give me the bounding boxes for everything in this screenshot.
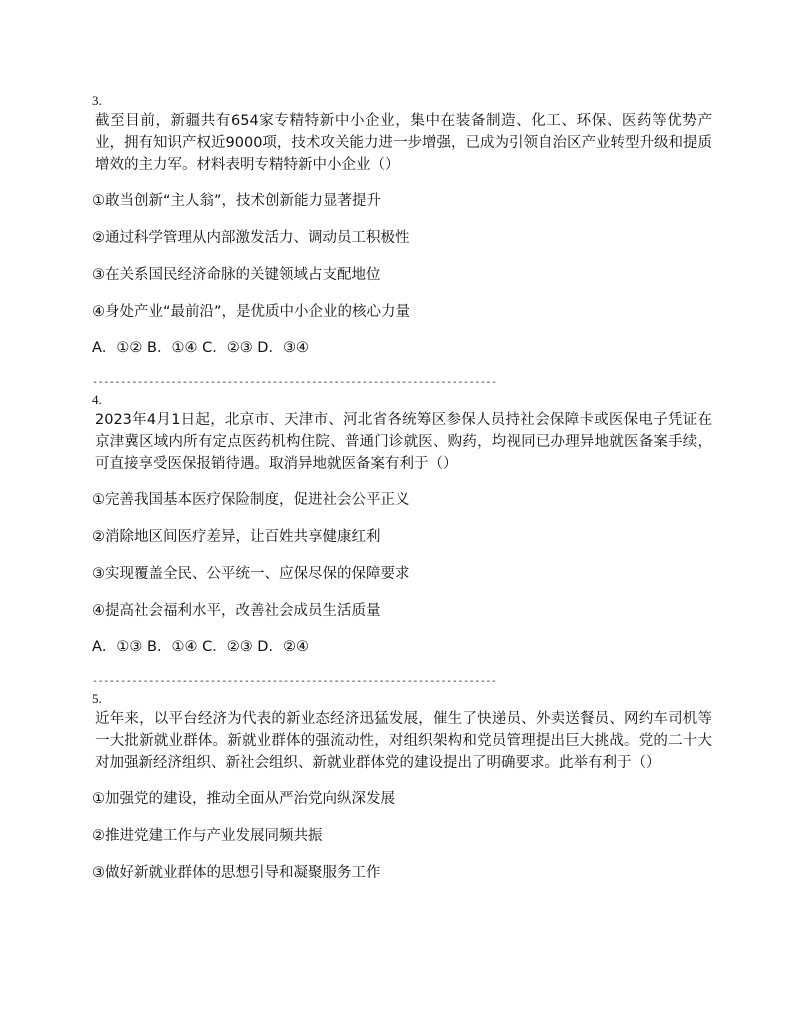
question-separator: ------------------------------------------------------------------------ [92,377,497,388]
question-3 [92,94,712,358]
question-5 [92,692,712,884]
question-options [92,788,712,884]
question-options [92,190,712,323]
question-4 [92,393,712,657]
question-number: 5. [92,691,102,706]
option-item: ③做好新就业群体的思想引导和凝聚服务工作 [92,865,381,881]
answer-choices: A．①② B．①④ C．②③ D．③④ [92,340,309,356]
option-item: ①加强党的建设，推动全面从严治党向纵深发展 [92,791,395,807]
option-item: ④提高社会福利水平，改善社会成员生活质量 [92,603,381,619]
option-item: ②通过科学管理从内部激发活力、调动员工积极性 [92,230,410,246]
question-number: 4. [92,392,102,407]
question-number: 3. [92,93,102,108]
option-item: ②推进党建工作与产业发展同频共振 [92,828,323,844]
option-item: ④身处产业“最前沿”，是优质中小企业的核心力量 [92,304,411,320]
question-stem: 2023年4月1日起，北京市、天津市、河北省各统筹区参保人员持社会保障卡或医保电子凭证在京津冀区域内所有定点医药机构住院、普通门诊就医、购药，均视同已办理异地就医备案手续，可直接享受医保报销待遇。取消异地就医备案有利于（） [95,412,712,472]
exam-page [92,94,712,899]
question-stem: 近年来，以平台经济为代表的新业态经济迅猛发展，催生了快递员、外卖送餐员、网约车司机等一大批新就业群体。新就业群体的强流动性，对组织架构和党员管理提出巨大挑战。党的二十大对加强新经济组织、新社会组织、新就业群体党的建设提出了明确要求。此举有利于（） [95,711,712,771]
option-item: ①完善我国基本医疗保险制度，促进社会公平正义 [92,492,410,508]
option-item: ③在关系国民经济命脉的关键领域占支配地位 [92,267,381,283]
option-item: ①敢当创新“主人翁”，技术创新能力显著提升 [92,193,382,209]
question-options [92,489,712,622]
option-item: ③实现覆盖全民、公平统一、应保尽保的保障要求 [92,566,410,582]
answer-choices: A．①③ B．①④ C．②③ D．②④ [92,639,309,655]
question-stem: 截至目前，新疆共有654家专精特新中小企业，集中在装备制造、化工、环保、医药等优势产业，拥有知识产权近9000项，技术攻关能力进一步增强，已成为引领自治区产业转型升级和提质增效的主力军。材料表明专精特新中小企业（） [95,113,712,173]
option-item: ②消除地区间医疗差异，让百姓共享健康红利 [92,529,381,545]
question-separator: ------------------------------------------------------------------------ [92,676,497,687]
